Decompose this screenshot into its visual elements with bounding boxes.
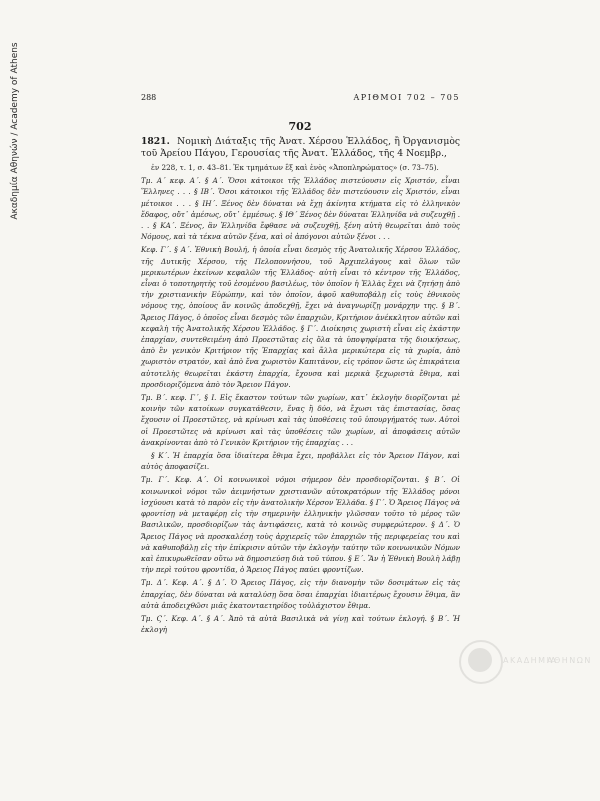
emblem-center bbox=[468, 648, 492, 672]
watermark-left-word: ΑΚΑΔΗΜΙΑ bbox=[503, 656, 558, 665]
paragraph-2: Κεφ. Γ΄. § Α΄. Ἐθνικὴ Βουλή, ἡ ὁποία εἶναι δεσμὸς τῆς Ἀνατολικῆς Χέρσου Ἑλλάδος, τῆς Δυτικῆς Χέρσου, τῆς Πελοποννήσου, τοῦ Ἀρχιπελάγους καὶ ὅλων τῶν μερικωτέρων ἐκείνων κεφαλῶν τῆς Ἑλλάδος· αὐτὴ εἶναι τὸ κέντρον τῆς Ἑλλάδος, εἶναι ὁ τοποτηρητὴς τοῦ ἐσομένου βασιλέως, τὸν ὁποῖον ἡ Ἑλλὰς ἔχει νὰ ζητήσῃ ἀπὸ τὴν χριστιανικὴν Εὐρώπην, καὶ τὸν ὁποῖον, ἀφοῦ καθυποβάλῃ εἰς τοὺς ἐθνικοὺς νόμους της, ὁποίους ἄν κοινῶς ἀποδεχθῇ, ἔχει νὰ ἀναγνωρίζῃ μονάρχην της. § Β΄. Ἄρειος Πάγος, ὁ ὁποῖος εἶναι δεσμὸς τῶν ἐπαρχιῶν, Κριτήριον ἀνέκκλητον αὐτῶν καὶ κεφαλὴ τῆς Ἀνατολικῆς Χέρσου Ἑλλάδος. § Γ΄. Διοίκησις χωριστὴ εἶναι εἰς ἑκάστην ἐπαρχίαν, συντεθειμένη ἀπὸ Προεστῶτας εἰς ὅλα τὰ ὑποψηφίματα τῆς διοικήσεως, ἀπὸ ἓν γενικὸν Κριτήριον τῆς Ἐπαρχίας καὶ ἄλλα μερικώτερα εἰς τὰ χωρία, ἀπὸ χωριστὸν στρατόν, καὶ ἀπὸ ἕνα χωριστὸν Καπιτάνον, εἰς τρόπον ὥστε ὡς ἐπικράτεια αὐτοτελὴς θεωρεῖται ἑκάστη ἐπαρχία, ἔχουσα καὶ μερικὰ ξεχωριστὰ ἔθιμα, καὶ προσδιοριζόμενα ἀπὸ τὸν Ἄρειον Πάγον. bbox=[141, 245, 460, 389]
paragraph-6: Τμ. Δ΄. Κεφ. Α΄. § Δ΄. Ὁ Ἄρειος Πάγος, εἰς τὴν διανομὴν τῶν δοσιμάτων εἰς τὰς ἐπαρχίας, δὲν δύναται νὰ καταλύσῃ ὅσα ὅσαι ἐπαρχίαι ἰδιαιτέρως ἔχουσιν ἔθιμα, ἂν αὐτὰ ἀποδειχθῶσι μιᾶς ἑκατονταετηρίδος τοὐλάχιστον ἔθιμα. bbox=[141, 578, 460, 610]
paragraph-7: Τμ. Ϛ΄. Κεφ. Α΄. § Α΄. Ἀπὸ τὰ αὐτὰ Βασιλικὰ νὰ γίνῃ καὶ τούτων ἐκλογή. § Β΄. Ἡ ἐκλογὴ bbox=[141, 613, 460, 635]
entry-number: 1821. bbox=[141, 136, 170, 147]
entry-title-text: Νομικὴ Διάταξις τῆς Ἀνατ. Χέρσου Ἑλλάδος, ἢ Ὀργανισμὸς τοῦ Ἀρείου Πάγου, Γερουσίας τῆς Ἀνατ. Ἑλλάδος, τῆς 4 Νοεμβρ., bbox=[141, 136, 460, 159]
paragraph-4: § Κ΄. Ἡ ἐπαρχία ὅσα ἰδιαίτερα ἔθιμα ἔχει, προβάλλει εἰς τὸν Ἄρειον Πάγον, καὶ αὐτὸς ἀποφασίζει. bbox=[141, 451, 460, 472]
paragraph-3: Τμ. Β΄. κεφ. Γ΄, § Ι. Εἰς ἕκαστον τούτων τῶν χωρίων, κατ᾿ ἐκλογὴν διορίζονται μὲ κοινὴν τῶν κατοίκων συγκατάθεσιν, ἕνας ἢ δύο, νὰ ἔχωσι τὰς ἐπιστασίας, ὅσας ἔχουσιν οἱ Προεστῶτες, νὰ κρίνωσι καὶ τὰς ὑποθέσεις τοῦ ὑπουργήματός των. Αὐτοὶ οἱ Προεστῶτες νὰ κρίνωσι καὶ τὰς ὑποθέσεις τῶν χωρίων, αἱ ἀποφάσεις αὐτῶν ἀνακρίνονται ἀπὸ τὸ Γενικὸν Κριτήριον τῆς ἐπαρχίας . . . bbox=[141, 393, 460, 447]
archive-sidebar-label bbox=[4, 30, 26, 240]
entry-source: ἐν 228, τ. 1, σ. 43–81. Ἐκ τμημάτων ἓξ καὶ ἑνὸς «Ἀποπληρώματος» (σ. 73–75). bbox=[151, 163, 439, 172]
paragraph-1: Τμ. Α΄ κεφ. Α΄. § Α΄. Ὅσοι κάτοικοι τῆς Ἑλλάδος πιστεύουσιν εἰς Χριστόν, εἶναι Ἕλληνες . . . § ΙΒ΄. Ὅσοι κάτοικοι τῆς Ἑλλάδος δὲν πιστεύουσιν εἰς Χριστόν, εἶναι μέτοικοι . . . § ΙΗ΄. Ξένος δὲν δύναται νὰ ἔχῃ ἀκίνητα κτήματα εἰς τὸ ἑλληνικὸν ἔδαφος, οὔτ᾿ ἀμέσως, οὔτ᾿ ἐμμέσως. § ΙΘ΄ Ξένος δὲν δύναται Ἑλληνίδα νὰ συζευχθῇ . . . § ΚΑ΄. Ξένος, ἂν Ἑλληνίδα ἔφθασε νὰ συζευχθῇ, ξένη αὐτὴ θεωρεῖται ἀπὸ τοὺς Νόμους, καὶ τὰ τέκνα αὐτῶν ξένα, καὶ οἱ ἀπόγονοι αὐτῶν ξένοι . . . bbox=[141, 176, 460, 242]
watermark-right-word: ΑΘΗΝΩΝ bbox=[547, 656, 592, 665]
document-body bbox=[141, 136, 460, 635]
page-number: 288 bbox=[141, 93, 157, 102]
running-title: ΑΡΙΘΜΟΙ 702 – 705 bbox=[353, 93, 460, 102]
archive-label-text: Ακαδημία Αθηνών / Academy of Athens bbox=[10, 42, 20, 220]
entry-heading bbox=[141, 136, 460, 160]
academy-watermark bbox=[455, 632, 592, 692]
section-number: 702 bbox=[288, 120, 312, 133]
paragraph-5: Τμ. Γ΄. Κεφ. Α΄. Οἱ κοινωνικοὶ νόμοι σήμερον δὲν προσδιορίζονται. § Β΄. Οἱ κοινωνικοὶ νόμοι τῶν ἀειμνήστων χριστιανῶν αὐτοκρατόρων τῆς Ἑλλάδος μόνοι ἰσχύουσι κατὰ τὸ παρὸν εἰς τὴν ἀνατολικὴν Χέρσον Ἑλλάδα. § Γ΄. Ὁ Ἄρειος Πάγος νὰ φροντίσῃ νὰ μεταφέρῃ εἰς τὴν σημερινὴν ἑλληνικὴν γλῶσσαν τοῦτο τὸ μέρος τῶν Βασιλικῶν, προσδιορίζων τὰς ἀντιφάσεις, κατὰ τὸ κοινῶς συμφερώτερον. § Δ΄. Ὁ Ἄρειος Πάγος νὰ προσκαλέσῃ τοὺς ἀρχιερεῖς τῶν ἐπαρχιῶν τῆς περιφερείας του καὶ νὰ καθυποβάλῃ εἰς τὴν ἐπίκρισιν αὐτῶν τὴν ἐκλογὴν ταύτην τῶν κοινωνικῶν Νόμων καὶ ἐπικυρωθεῖσαν οὕτω νὰ δημοσιεύσῃ διὰ τοῦ τύπου. § Ε΄. Ἂν ἡ Ἐθνικὴ Βουλὴ λάβῃ τὴν περὶ τούτου φροντίδα, ὁ Ἄρειος Πάγος παύει φροντίζων. bbox=[141, 475, 460, 575]
